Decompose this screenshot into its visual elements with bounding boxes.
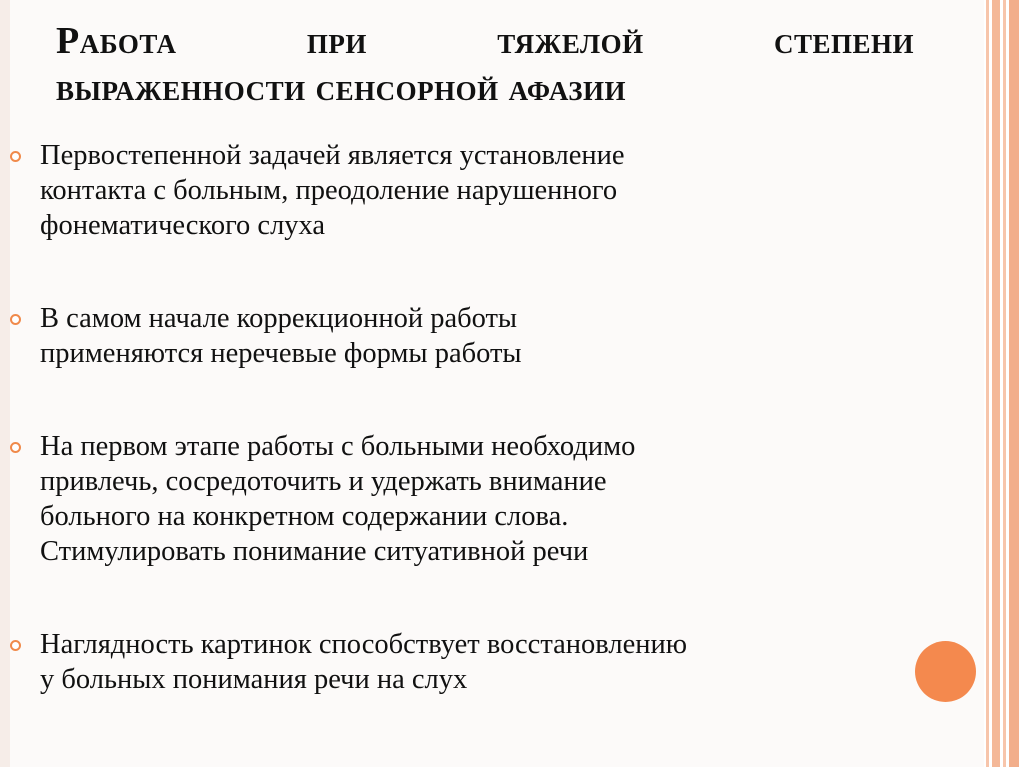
bullet-text [40,627,910,697]
bullet-line: применяются неречевые формы работы [40,338,522,369]
bullet-item [10,627,910,697]
bullet-line: Первостепенной задачей является установление [40,140,625,171]
stripe [1009,0,1019,767]
bullet-line: На первом этапе работы с больными необходимо [40,431,636,462]
stripe [986,0,989,767]
bullet-text [40,138,910,243]
bullet-line: В самом начале коррекционной работы [40,303,518,334]
ring-bullet-icon [10,442,21,453]
slide-title-line-2: выраженности сенсорной афазии [56,67,626,109]
slide-title [56,18,914,112]
right-decorative-stripes [984,0,1024,767]
left-decorative-band [0,0,10,767]
ring-bullet-icon [10,640,21,651]
bullet-line: Наглядность картинок способствует восстановлению [40,629,688,660]
bullet-item [10,429,910,569]
bullet-item [10,138,910,243]
bullet-line: контакта с больным, преодоление нарушенного [40,175,618,206]
slide-title-line-1: Работа при тяжелой степени [56,20,914,62]
bullet-line: привлечь, сосредоточить и удержать внимание [40,466,607,497]
bullet-text [40,301,910,371]
stripe [992,0,1000,767]
ring-bullet-icon [10,314,21,325]
bullet-item [10,301,910,371]
bullet-line: больного на конкретном содержании слова. [40,501,569,532]
bullet-line: фонематического слуха [40,210,326,241]
ring-bullet-icon [10,151,21,162]
bullet-line: у больных понимания речи на слух [40,664,468,695]
bullet-text [40,429,910,569]
bullet-list [10,138,910,697]
bullet-line: Стимулировать понимание ситуативной речи [40,536,589,567]
stripe [1003,0,1006,767]
decorative-orange-circle [915,641,976,702]
